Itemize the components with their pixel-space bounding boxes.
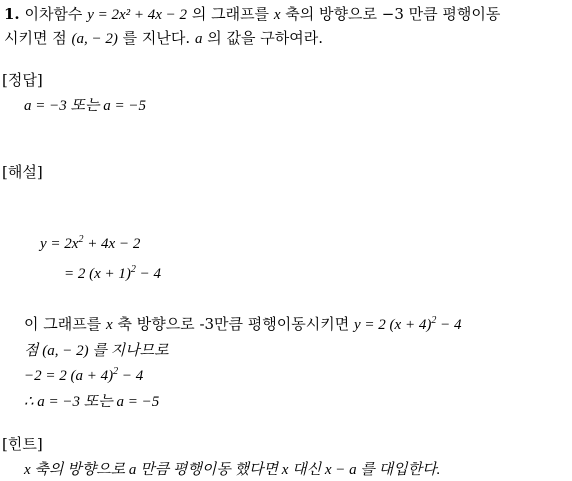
answer-heading: [정답] [2,71,43,89]
step-equation: y = 2 $(x + 4)^2 - 4$ [354,315,462,333]
problem-number: 1. [4,5,20,23]
problem-equation: y = 2x² + 4x − 2 [87,7,188,23]
problem-point: (a, − 2) [71,31,118,47]
step-text: 이 그래프를 [24,315,102,333]
problem-text: 의 값을 구하여라. [207,29,323,47]
problem-text: 축의 방향으로 −3 만큼 평행이동 [285,5,501,23]
problem-variable-x: x [273,7,281,23]
hint-heading: [힌트] [2,435,43,453]
step-variable-x: x [106,317,113,333]
step-text: 축 방향으로 -3만큼 평행이동시키면 [117,315,350,333]
hint-text: x 축의 방향으로 a 만큼 평행이동 했다면 x 대신 x − a 를 대입한다. [24,462,441,478]
problem-text: 를 지난다. [122,29,191,47]
problem-text: 시키면 점 [4,29,67,47]
answer-text: a = −3 또는 a = −5 [24,98,146,114]
solution-heading: [해설] [2,163,43,181]
problem-variable-a: a [194,31,203,47]
problem-line-1 [4,4,500,25]
solution-equation-2: = 2 $(x + 1)^2 - 4$ [64,264,162,282]
solution-step-2: 점 (a, − 2) 를 지나므로 [24,343,169,359]
solution-step-3: −2 = 2 $(a + 4)^2 - 4$ [24,366,144,384]
problem-line-2 [4,28,323,49]
solution-step-1 [24,314,461,335]
solution-equation-1: $y = 2x^2 + 4x - 2$ [40,234,141,252]
solution-step-4: ∴ a = −3 또는 a = −5 [24,394,160,410]
problem-text: 의 그래프를 [191,5,270,23]
problem-text: 이차함수 [24,5,83,23]
